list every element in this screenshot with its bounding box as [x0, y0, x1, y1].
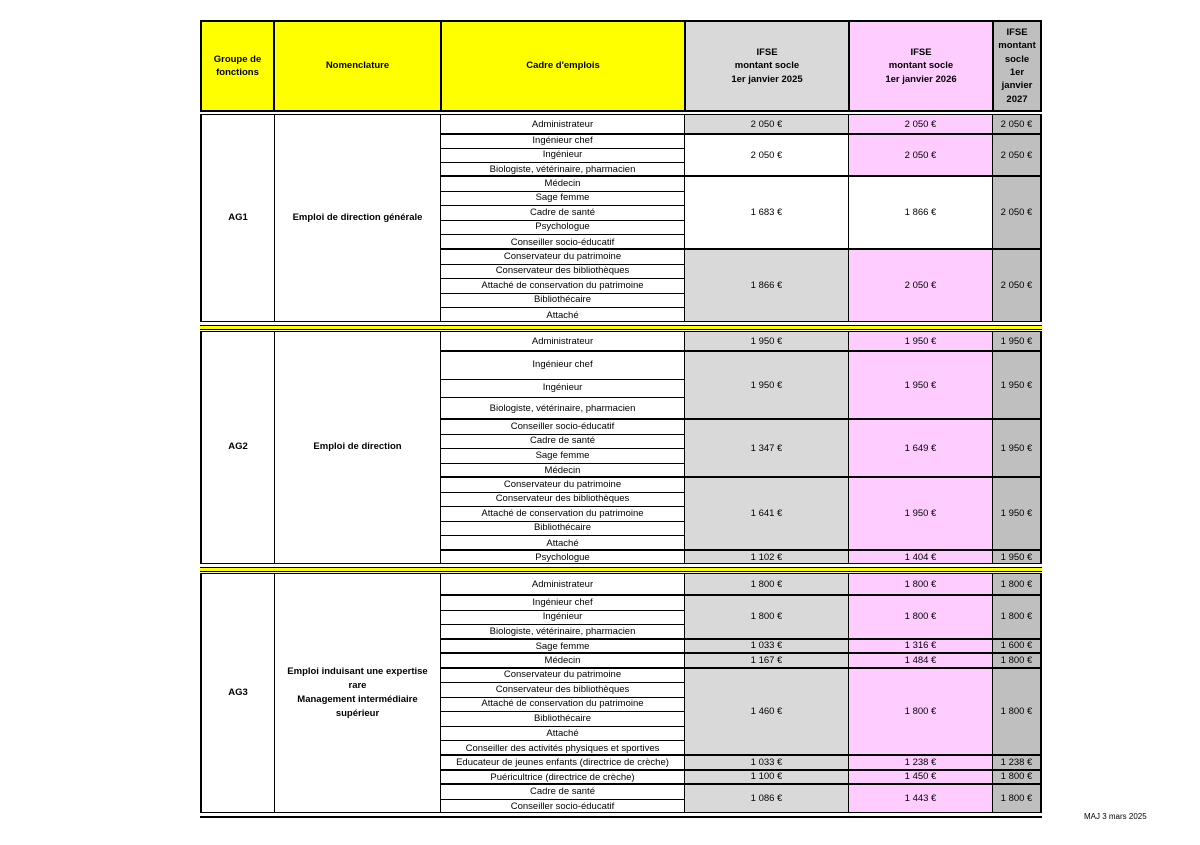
job-title: Conservateur du patrimoine — [441, 669, 684, 684]
header-group: Groupe de fonctions — [200, 20, 275, 112]
amount-2027: 1 800 € — [992, 573, 1042, 595]
job-title: Conservateur des bibliothèques — [441, 493, 684, 508]
amount-2025: 1 800 € — [684, 573, 849, 595]
job-list — [440, 550, 685, 564]
job-list — [440, 573, 685, 595]
job-list — [440, 134, 685, 176]
job-title: Conseiller socio-éducatif — [441, 420, 684, 435]
job-title: Administrateur — [531, 118, 594, 130]
amount-2027: 1 950 € — [992, 331, 1042, 351]
job-title: Cadre de santé — [441, 785, 684, 800]
amount-2025: 2 050 € — [684, 114, 849, 134]
job-title: Attaché de conservation du patrimoine — [441, 279, 684, 294]
amount-2025: 1 460 € — [684, 668, 849, 756]
group-nomenclature: Emploi de direction — [274, 331, 441, 564]
job-title: Ingénieur chef — [441, 352, 684, 380]
job-list — [440, 176, 685, 249]
amount-2027: 1 950 € — [992, 351, 1042, 419]
amount-2027: 1 800 € — [992, 784, 1042, 813]
amount-2025: 1 100 € — [684, 770, 849, 785]
job-title: Conservateur des bibliothèques — [441, 683, 684, 698]
job-list — [440, 477, 685, 550]
ifse-table — [200, 20, 1042, 818]
job-title: Médecin — [544, 464, 581, 476]
amount-2026: 2 050 € — [848, 134, 993, 176]
job-list — [440, 331, 685, 351]
job-list — [440, 114, 685, 134]
group-separator — [200, 325, 1042, 330]
amount-2026: 1 950 € — [848, 331, 993, 351]
job-title: Administrateur — [531, 578, 594, 590]
amount-2025: 1 347 € — [684, 419, 849, 477]
job-title: Biologiste, vétérinaire, pharmacien — [489, 163, 636, 175]
job-title: Sage femme — [441, 192, 684, 207]
amount-2026: 1 316 € — [848, 639, 993, 654]
group-code: AG1 — [200, 114, 275, 322]
amount-2025: 1 950 € — [684, 351, 849, 419]
group-separator — [200, 567, 1042, 572]
amount-2025: 1 950 € — [684, 331, 849, 351]
amount-2027: 1 800 € — [992, 653, 1042, 668]
job-title: Conseiller des activités physiques et sportives — [465, 742, 660, 754]
job-list — [440, 668, 685, 756]
amount-2026: 1 238 € — [848, 755, 993, 770]
job-title: Conservateur du patrimoine — [441, 478, 684, 493]
amount-2026: 1 800 € — [848, 595, 993, 639]
job-title: Ingénieur chef — [441, 596, 684, 611]
group-block-ag2 — [200, 331, 1042, 564]
job-title: Biologiste, vétérinaire, pharmacien — [489, 626, 636, 638]
amount-2025: 1 800 € — [684, 595, 849, 639]
group-code: AG3 — [200, 573, 275, 813]
amount-2027: 1 800 € — [992, 668, 1042, 756]
job-title: Cadre de santé — [441, 435, 684, 450]
update-note: MAJ 3 mars 2025 — [1084, 812, 1147, 821]
group-block-ag1 — [200, 114, 1042, 322]
job-list — [440, 595, 685, 639]
job-title: Ingénieur — [441, 149, 684, 163]
amount-2027: 2 050 € — [992, 249, 1042, 322]
amount-2027: 1 238 € — [992, 755, 1042, 770]
amount-2026: 1 950 € — [848, 477, 993, 550]
job-list — [440, 784, 685, 813]
job-title: Attaché — [546, 537, 579, 549]
job-title: Ingénieur chef — [441, 135, 684, 149]
job-title: Ingénieur — [441, 611, 684, 626]
group-code: AG2 — [200, 331, 275, 564]
job-title: Sage femme — [441, 449, 684, 464]
amount-2027: 1 950 € — [992, 419, 1042, 477]
amount-2027: 1 800 € — [992, 595, 1042, 639]
job-list — [440, 653, 685, 668]
amount-2026: 1 443 € — [848, 784, 993, 813]
job-title: Attaché de conservation du patrimoine — [441, 507, 684, 522]
job-title: Bibliothécaire — [441, 522, 684, 537]
job-title: Médecin — [441, 177, 684, 192]
amount-2025: 1 683 € — [684, 176, 849, 249]
amount-2025: 2 050 € — [684, 134, 849, 176]
amount-2027: 1 600 € — [992, 639, 1042, 654]
job-title: Conseiller socio-éducatif — [510, 236, 615, 248]
header-ifse-2026: IFSE montant socle 1er janvier 2026 — [848, 20, 994, 112]
job-title: Bibliothécaire — [441, 712, 684, 727]
group-block-ag3 — [200, 573, 1042, 813]
amount-2026: 1 649 € — [848, 419, 993, 477]
amount-2027: 1 950 € — [992, 550, 1042, 564]
job-title: Attaché de conservation du patrimoine — [441, 698, 684, 713]
job-title: Conseiller socio-éducatif — [510, 800, 615, 812]
amount-2025: 1 033 € — [684, 755, 849, 770]
amount-2025: 1 167 € — [684, 653, 849, 668]
job-title: Biologiste, vétérinaire, pharmacien — [489, 402, 636, 414]
amount-2026: 1 484 € — [848, 653, 993, 668]
amount-2026: 1 866 € — [848, 176, 993, 249]
amount-2027: 2 050 € — [992, 176, 1042, 249]
job-title: Cadre de santé — [441, 206, 684, 221]
table-bottom-border — [200, 816, 1042, 818]
job-title: Conservateur des bibliothèques — [441, 265, 684, 280]
amount-2026: 1 800 € — [848, 573, 993, 595]
job-title: Puéricultrice (directrice de crèche) — [490, 771, 635, 783]
amount-2025: 1 086 € — [684, 784, 849, 813]
amount-2025: 1 102 € — [684, 550, 849, 564]
job-list — [440, 419, 685, 477]
job-title: Médecin — [544, 655, 581, 667]
amount-2026: 1 450 € — [848, 770, 993, 785]
header-nomenclature: Nomenclature — [273, 20, 442, 112]
job-title: Psychologue — [441, 221, 684, 236]
amount-2027: 1 800 € — [992, 770, 1042, 785]
amount-2026: 1 800 € — [848, 668, 993, 756]
job-title: Educateur de jeunes enfants (directrice de crèche) — [456, 757, 669, 769]
amount-2026: 1 404 € — [848, 550, 993, 564]
amount-2025: 1 866 € — [684, 249, 849, 322]
job-list — [440, 770, 685, 785]
job-title: Ingénieur — [441, 380, 684, 398]
job-title: Attaché — [441, 727, 684, 742]
job-title: Bibliothécaire — [441, 294, 684, 309]
header-cadre: Cadre d'emplois — [440, 20, 686, 112]
amount-2027: 1 950 € — [992, 477, 1042, 550]
amount-2025: 1 033 € — [684, 639, 849, 654]
group-nomenclature: Emploi de direction générale — [274, 114, 441, 322]
amount-2027: 2 050 € — [992, 134, 1042, 176]
job-title: Psychologue — [535, 551, 590, 563]
job-title: Conservateur du patrimoine — [441, 250, 684, 265]
amount-2026: 2 050 € — [848, 114, 993, 134]
amount-2026: 1 950 € — [848, 351, 993, 419]
header-ifse-2025: IFSE montant socle 1er janvier 2025 — [684, 20, 850, 112]
amount-2026: 2 050 € — [848, 249, 993, 322]
amount-2025: 1 641 € — [684, 477, 849, 550]
job-list — [440, 249, 685, 322]
header-ifse-2027: IFSE montant socle 1er janvier 2027 — [992, 20, 1042, 112]
job-list — [440, 639, 685, 654]
job-list — [440, 351, 685, 419]
job-title: Attaché — [546, 309, 579, 321]
job-title: Administrateur — [531, 335, 594, 347]
group-nomenclature: Emploi induisant une expertise rare Management intermédiaire supérieur — [274, 573, 441, 813]
amount-2027: 2 050 € — [992, 114, 1042, 134]
job-title: Sage femme — [535, 640, 590, 652]
job-list — [440, 755, 685, 770]
